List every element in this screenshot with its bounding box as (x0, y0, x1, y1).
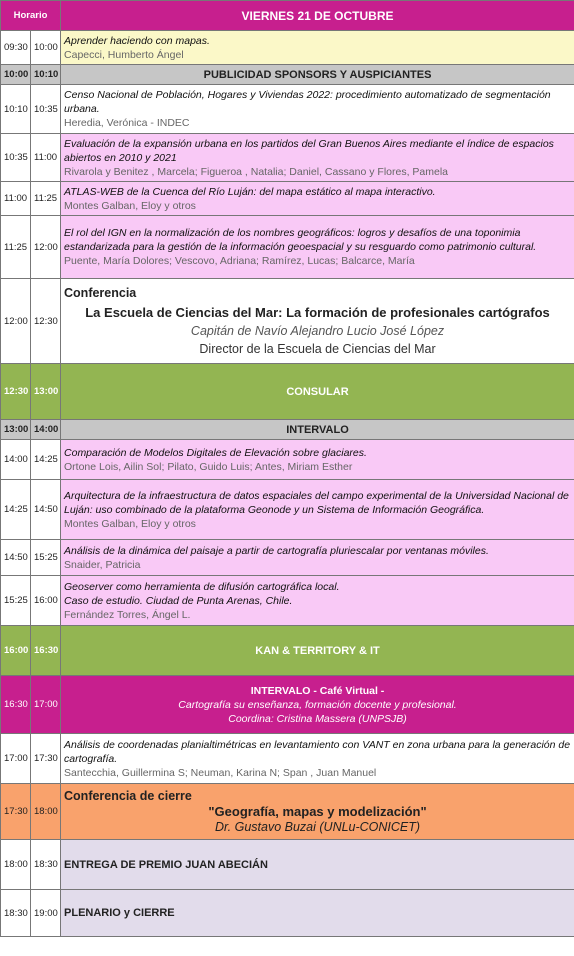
talk-title: Censo Nacional de Población, Hogares y Viviendas 2022: procedimiento automatizado de segmentación urbana. (64, 89, 551, 115)
end-time: 15:25 (31, 540, 61, 576)
start-time: 16:30 (1, 676, 31, 734)
talk-title: El rol del IGN en la normalización de los nombres geográficos: logros y desafíos de una toponimia estandarizada para la gestión de la información geoespacial y su resguardo como patrimonio cultural. (64, 227, 537, 253)
start-time: 16:00 (1, 626, 31, 676)
start-time: 10:35 (1, 134, 31, 182)
start-time: 14:00 (1, 440, 31, 480)
block-label: CONSULAR (61, 364, 574, 420)
session-row (1, 182, 574, 216)
award-row (1, 840, 574, 890)
block-label: INTERVALO - Café Virtual - (250, 684, 385, 697)
end-time: 18:30 (31, 840, 61, 890)
end-time: 13:00 (31, 364, 61, 420)
start-time: 15:25 (1, 576, 31, 626)
start-time: 14:25 (1, 480, 31, 540)
end-time: 11:00 (31, 134, 61, 182)
end-time: 12:00 (31, 216, 61, 279)
talk-authors: Capecci, Humberto Ángel (64, 48, 184, 61)
talk-authors: Montes Galban, Eloy y otros (64, 199, 196, 212)
start-time: 13:00 (1, 420, 31, 440)
end-time: 10:35 (31, 85, 61, 134)
session-row (1, 480, 574, 540)
talk-title: Geoserver como herramienta de difusión cartográfica local. (64, 580, 340, 593)
session-row (1, 734, 574, 784)
start-time: 14:50 (1, 540, 31, 576)
talk-subtitle: Caso de estudio. Ciudad de Punta Arenas, Chile. (64, 594, 293, 607)
session-row (1, 440, 574, 480)
end-time: 16:30 (31, 626, 61, 676)
block-label: ENTREGA DE PREMIO JUAN ABECIÁN (61, 840, 574, 890)
closing-conference-row (1, 784, 574, 840)
header-row (1, 1, 574, 31)
start-time: 17:30 (1, 784, 31, 840)
kan-row (1, 626, 574, 676)
start-time: 12:30 (1, 364, 31, 420)
talk-authors: Santecchia, Guillermina S; Neuman, Karina N; Span , Juan Manuel (64, 766, 377, 779)
start-time: 18:00 (1, 840, 31, 890)
start-time: 17:00 (1, 734, 31, 784)
end-time: 17:30 (31, 734, 61, 784)
conference-heading: Conferencia de cierre (64, 789, 192, 803)
start-time: 10:10 (1, 85, 31, 134)
end-time: 11:25 (31, 182, 61, 216)
session-cell (61, 216, 574, 279)
conference-speaker-role: Director de la Escuela de Ciencias del Mar (199, 342, 436, 356)
block-label: INTERVALO (61, 420, 574, 440)
start-time: 10:00 (1, 65, 31, 85)
talk-authors: Ortone Lois, Ailin Sol; Pilato, Guido Luis; Antes, Miriam Esther (64, 460, 353, 473)
talk-authors: Rivarola y Benitez , Marcela; Figueroa , Natalia; Daniel, Cassano y Flores, Pamela (64, 165, 449, 178)
block-label: KAN & TERRITORY & IT (61, 626, 574, 676)
talk-title: ATLAS-WEB de la Cuenca del Río Luján: del mapa estático al mapa interactivo. (64, 185, 436, 198)
session-row (1, 540, 574, 576)
talk-title: Aprender haciendo con mapas. (64, 34, 210, 47)
talk-authors: Snaider, Patricia (64, 558, 141, 571)
day-title: VIERNES 21 DE OCTUBRE (61, 1, 574, 31)
end-time: 14:50 (31, 480, 61, 540)
start-time: 18:30 (1, 890, 31, 937)
talk-title: Arquitectura de la infraestructura de datos espaciales del campo experimental de la Universidad Nacional de Luján: uso combinado de la plataforma Geonode y un Sistema de Información Geográfica. (64, 489, 569, 516)
talk-authors: Fernández Torres, Ángel L. (64, 608, 191, 621)
conference-title: "Geografía, mapas y modelización" (208, 804, 427, 819)
plenary-row (1, 890, 574, 937)
conference-speaker: Dr. Gustavo Buzai (UNLu-CONICET) (214, 820, 421, 834)
talk-title: Análisis de la dinámica del paisaje a partir de cartografía pluriescalar por ventanas móviles. (64, 544, 489, 557)
end-time: 10:00 (31, 31, 61, 65)
session-row (1, 134, 574, 182)
sponsors-row (1, 65, 574, 85)
session-cell (61, 182, 574, 216)
end-time: 19:00 (31, 890, 61, 937)
session-cell (61, 480, 574, 540)
session-cell (61, 31, 574, 65)
conference-title: La Escuela de Ciencias del Mar: La formación de profesionales cartógrafos (85, 305, 550, 320)
start-time: 11:00 (1, 182, 31, 216)
conference-row (1, 279, 574, 364)
horario-label: Horario (1, 1, 61, 31)
start-time: 09:30 (1, 31, 31, 65)
session-cell (61, 134, 574, 182)
conference-speaker: Capitán de Navío Alejandro Lucio José López (190, 324, 445, 338)
end-time: 14:25 (31, 440, 61, 480)
start-time: 12:00 (1, 279, 31, 364)
consular-row (1, 364, 574, 420)
session-row (1, 31, 574, 65)
talk-title: Comparación de Modelos Digitales de Elevación sobre glaciares. (64, 446, 367, 459)
end-time: 16:00 (31, 576, 61, 626)
start-time: 11:25 (1, 216, 31, 279)
session-cell (61, 734, 574, 784)
conference-heading: Conferencia (64, 286, 137, 300)
end-time: 14:00 (31, 420, 61, 440)
talk-title: Evaluación de la expansión urbana en los partidos del Gran Buenos Aires mediante el índice de espacios abiertos en 2010 y 2021 (64, 137, 554, 164)
session-row (1, 576, 574, 626)
talk-authors: Heredia, Verónica - INDEC (64, 117, 190, 129)
session-row (1, 85, 574, 134)
session-row (1, 216, 574, 279)
block-label: PUBLICIDAD SPONSORS Y AUSPICIANTES (61, 65, 574, 85)
talk-authors: Montes Galban, Eloy y otros (64, 517, 196, 530)
session-cell (61, 576, 574, 626)
break-row (1, 420, 574, 440)
end-time: 10:10 (31, 65, 61, 85)
talk-title: Análisis de coordenadas planialtimétricas en levantamiento con VANT en zona urbana para la generación de cartografía. (64, 738, 571, 765)
block-coordinator: Coordina: Cristina Massera (UNPSJB) (228, 712, 407, 725)
session-cell (61, 540, 574, 576)
coffee-break-cell (61, 676, 574, 734)
closing-conference-cell (61, 784, 574, 840)
session-cell (61, 440, 574, 480)
block-label: PLENARIO y CIERRE (61, 890, 574, 937)
talk-authors: Puente, María Dolores; Vescovo, Adriana; Ramírez, Lucas; Balcarce, María (64, 255, 415, 267)
end-time: 18:00 (31, 784, 61, 840)
conference-cell (61, 279, 574, 364)
session-cell (61, 85, 574, 134)
end-time: 17:00 (31, 676, 61, 734)
block-topic: Cartografía su enseñanza, formación docente y profesional. (178, 698, 457, 711)
coffee-break-row (1, 676, 574, 734)
end-time: 12:30 (31, 279, 61, 364)
